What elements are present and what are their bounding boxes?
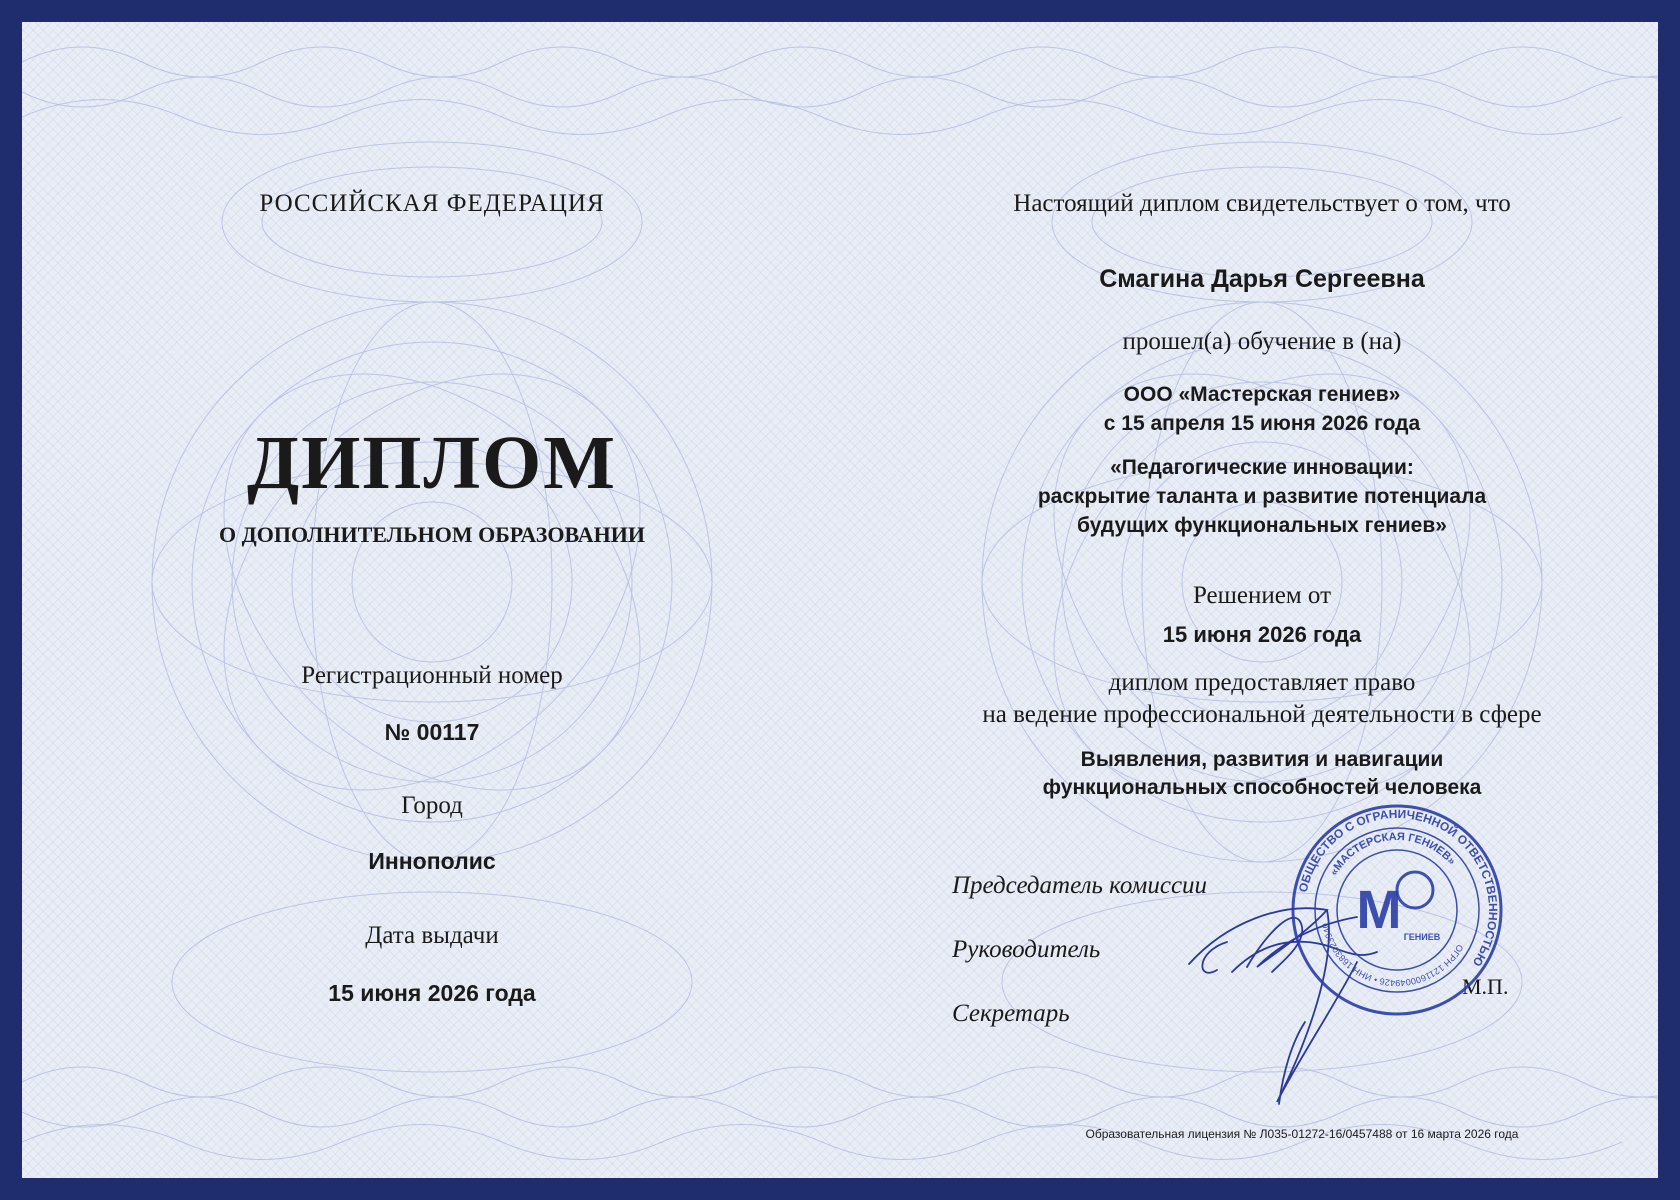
city-label: Город: [401, 792, 463, 819]
activity-field-line-2: функциональных способностей человека: [1042, 776, 1482, 799]
seal-place-label: М.П.: [1462, 974, 1509, 999]
reg-number-label: Регистрационный номер: [301, 662, 563, 689]
decision-date: 15 июня 2026 года: [1162, 622, 1362, 647]
diploma-subtitle: О ДОПОЛНИТЕЛЬНОМ ОБРАЗОВАНИИ: [219, 522, 645, 547]
training-period: с 15 апреля 15 июня 2026 года: [1103, 412, 1421, 435]
program-title-line-3: будущих функциональных гениев»: [1077, 514, 1447, 537]
decision-label: Решением от: [1192, 582, 1332, 609]
organization-name: ООО «Мастерская гениев»: [1123, 383, 1401, 406]
certificate-intro: Настоящий диплом свидетельствует о том, что: [1013, 190, 1511, 217]
reg-number: № 00117: [384, 719, 480, 745]
company-seal: [1287, 800, 1507, 1020]
diploma-title: ДИПЛОМ: [247, 421, 617, 505]
license-footnote: Образовательная лицензия № Л035-01272-16/0457488 от 16 марта 2026 года: [1085, 1127, 1519, 1141]
issue-date-label: Дата выдачи: [365, 922, 499, 949]
program-title-line-1: «Педагогические инновации:: [1110, 456, 1414, 479]
seal-logo-letters: М: [1356, 880, 1402, 940]
signature-chairman-label: Председатель комиссии: [952, 872, 1208, 899]
signature-head-label: Руководитель: [952, 936, 1101, 963]
right-granted-line-2: на ведение профессиональной деятельности в сфере: [982, 701, 1542, 728]
brain-icon: [1397, 872, 1433, 908]
svg-text:«МАСТЕРСКАЯ ГЕНИЕВ»: [1328, 831, 1458, 878]
country-name: РОССИЙСКАЯ ФЕДЕРАЦИЯ: [259, 190, 605, 217]
holder-name: Смагина Дарья Сергеевна: [1099, 265, 1425, 293]
completed-training-text: прошел(а) обучение в (на): [1122, 328, 1402, 355]
city-name: Иннополис: [368, 848, 496, 874]
seal-bottom-text: ОГРН 1211600049426 • ИНН 1683023940: [1320, 922, 1466, 989]
issue-date: 15 июня 2026 года: [328, 980, 536, 1006]
seal-inner-text: «МАСТЕРСКАЯ ГЕНИЕВ»: [1327, 830, 1458, 878]
activity-field-line-1: Выявления, развития и навигации: [1080, 748, 1444, 771]
seal-outer-text: ОБЩЕСТВО С ОГРАНИЧЕННОЙ ОТВЕТСТВЕННОСТЬЮ: [1295, 806, 1501, 969]
right-granted-line-1: диплом предоставляет право: [1108, 669, 1416, 696]
signature-secretary-label: Секретарь: [952, 1000, 1070, 1027]
program-title-line-2: раскрытие таланта и развитие потенциала: [1037, 485, 1487, 508]
diploma-sheet: [22, 22, 1658, 1178]
seal-logo-word: ГЕНИЕВ: [1403, 932, 1441, 942]
